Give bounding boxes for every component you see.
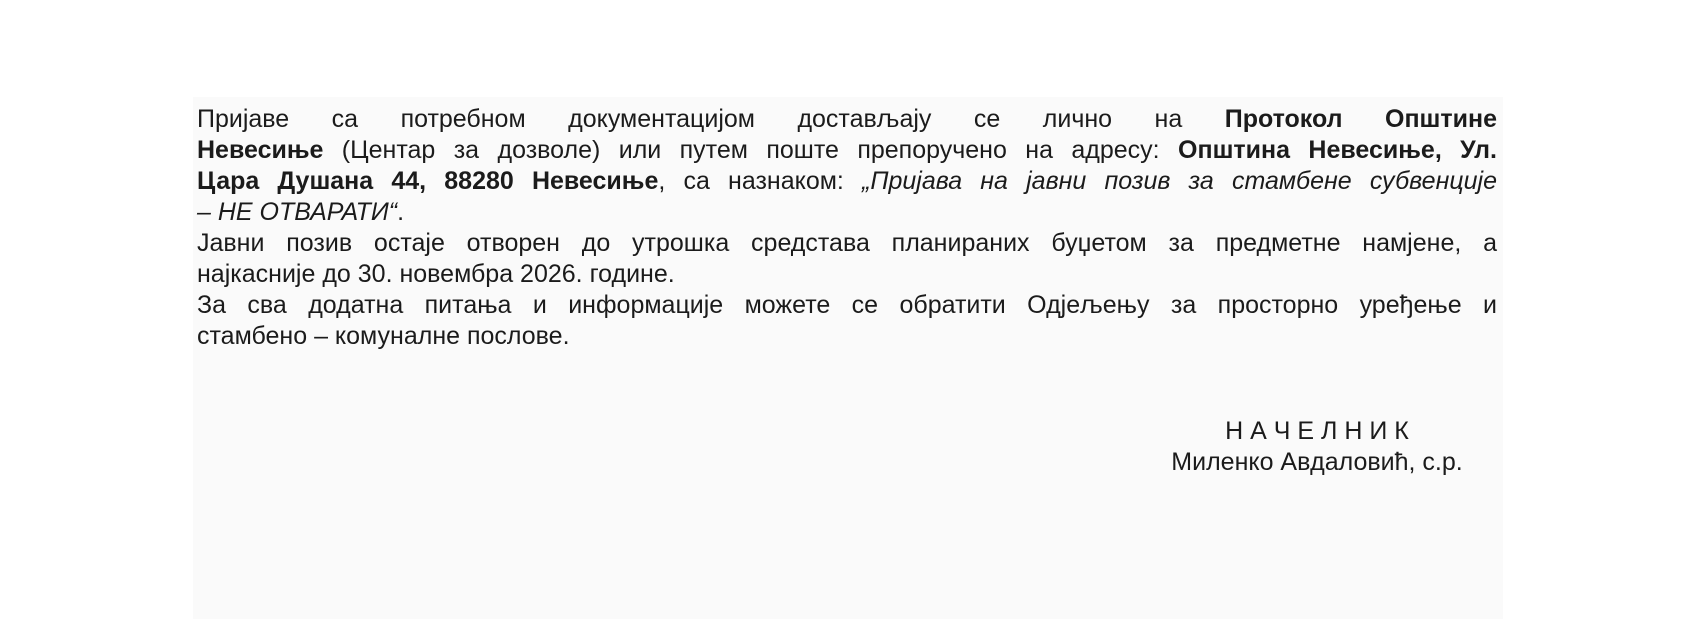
doc-line-2 xyxy=(197,135,1497,166)
signature-title: Н А Ч Е Л Н И К xyxy=(1225,417,1409,445)
text-run: стамбено – комуналне послове. xyxy=(197,322,570,350)
document-text xyxy=(193,97,1503,478)
document-page xyxy=(193,97,1503,619)
text-run-bold: Цара Душана 44, 88280 Невесиње xyxy=(197,167,659,195)
doc-line-8 xyxy=(197,321,1497,352)
text-run-italic: – НЕ ОТВАРАТИ“ xyxy=(197,198,398,226)
text-run-bold: Невесиње xyxy=(197,136,324,164)
doc-line-1 xyxy=(197,104,1497,135)
text-run-bold: Општина Невесиње, Ул. xyxy=(1178,136,1497,164)
text-run: Пријаве са потребном документацијом достављају се лично на xyxy=(197,105,1225,133)
doc-line-4 xyxy=(197,197,1497,228)
doc-line-7 xyxy=(197,290,1497,321)
text-run-italic: „Пријава на јавни позив за стамбене субвенције xyxy=(862,167,1497,195)
doc-line-5 xyxy=(197,228,1497,259)
doc-line-3 xyxy=(197,166,1497,197)
signature-block xyxy=(1137,416,1497,478)
text-run: Јавни позив остаје отворен до утрошка средстава планираних буџетом за предметне намјене, а xyxy=(197,229,1497,257)
text-run: (Центар за дозволе) или путем поште препоручено на адресу: xyxy=(323,136,1179,164)
text-run: . xyxy=(397,198,405,226)
text-run-bold: Протокол Општине xyxy=(1224,105,1498,133)
doc-line-6 xyxy=(197,259,1497,290)
signature-name: Миленко Авдаловић, с.р. xyxy=(1171,448,1463,476)
text-run: , са назнаком: xyxy=(658,167,863,195)
text-run: За сва додатна питања и информације можете се обратити Одјељењу за просторно уређење и xyxy=(197,291,1497,319)
text-run: најкасније до 30. новембра 2026. године. xyxy=(197,260,675,288)
